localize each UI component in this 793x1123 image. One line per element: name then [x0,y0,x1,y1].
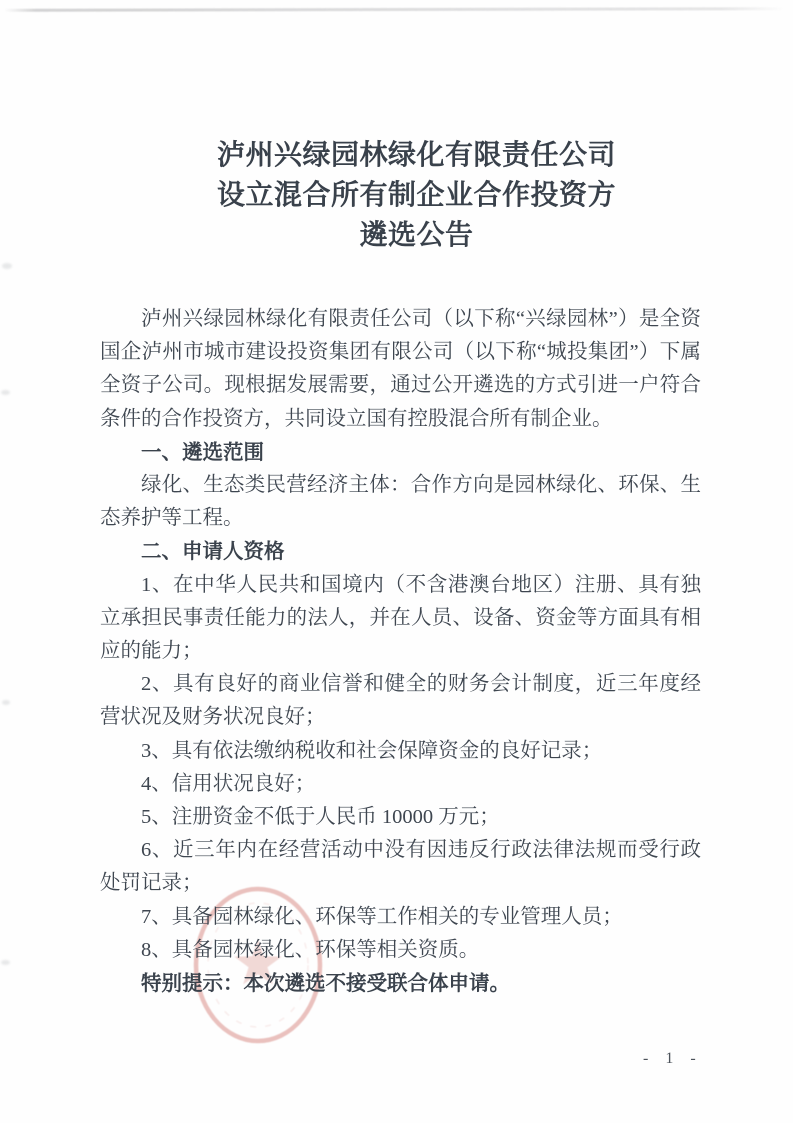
document-title-line-1: 泸州兴绿园林绿化有限责任公司 [216,140,616,171]
document-title-line-3: 遴选公告 [359,220,474,251]
requirement-item-5: 5、注册资金不低于人民币 10000 万元； [141,806,500,829]
requirement-item-1: 1、在中华人民共和国境内（不含港澳台地区）注册、具有独立承担民事责任能力的法人，并在人员、设备、资金等方面具有相应的能力； [100,573,701,663]
scan-edge-artifact [4,7,784,12]
section-heading-eligibility: 二、申请人资格 [141,540,285,564]
scan-artifact [2,700,10,705]
requirement-item-7: 7、具备园林绿化、环保等工作相关的专业管理人员； [141,905,623,928]
document-body [100,303,701,1000]
page-number: - 1 - [643,1050,699,1067]
scan-artifact [1,960,10,965]
requirement-item-4: 4、信用状况良好； [141,772,316,795]
intro-paragraph: 泸州兴绿园林绿化有限责任公司（以下称“兴绿园林”）是全资国企泸州市城市建设投资集团有限公司（以下称“城投集团”）下属全资子公司。现根据发展需要，通过公开遴选的方式引进一户符合条件的合作投资方，共同设立国有控股混合所有制企业。 [100,308,701,430]
requirement-item-3: 3、具有依法缴纳税收和社会保障资金的良好记录； [141,739,603,762]
requirement-item-6: 6、近三年内在经营活动中没有因违反行政法律法规而受行政处罚记录； [100,839,701,895]
document-title [0,136,793,256]
requirement-item-2: 2、具有良好的商业信誉和健全的财务会计制度，近三年度经营状况及财务状况良好； [100,673,701,729]
scan-artifact [1,390,10,395]
scan-artifact [2,263,12,269]
document-title-line-2: 设立混合所有制企业合作投资方 [216,180,616,211]
scope-paragraph: 绿化、生态类民营经济主体：合作方向是园林绿化、环保、生态养护等工程。 [100,474,701,530]
special-notice: 特别提示：本次遴选不接受联合体申请。 [141,972,510,996]
requirement-item-8: 8、具备园林绿化、环保等相关资质。 [141,938,480,961]
section-heading-scope: 一、遴选范围 [141,440,264,464]
